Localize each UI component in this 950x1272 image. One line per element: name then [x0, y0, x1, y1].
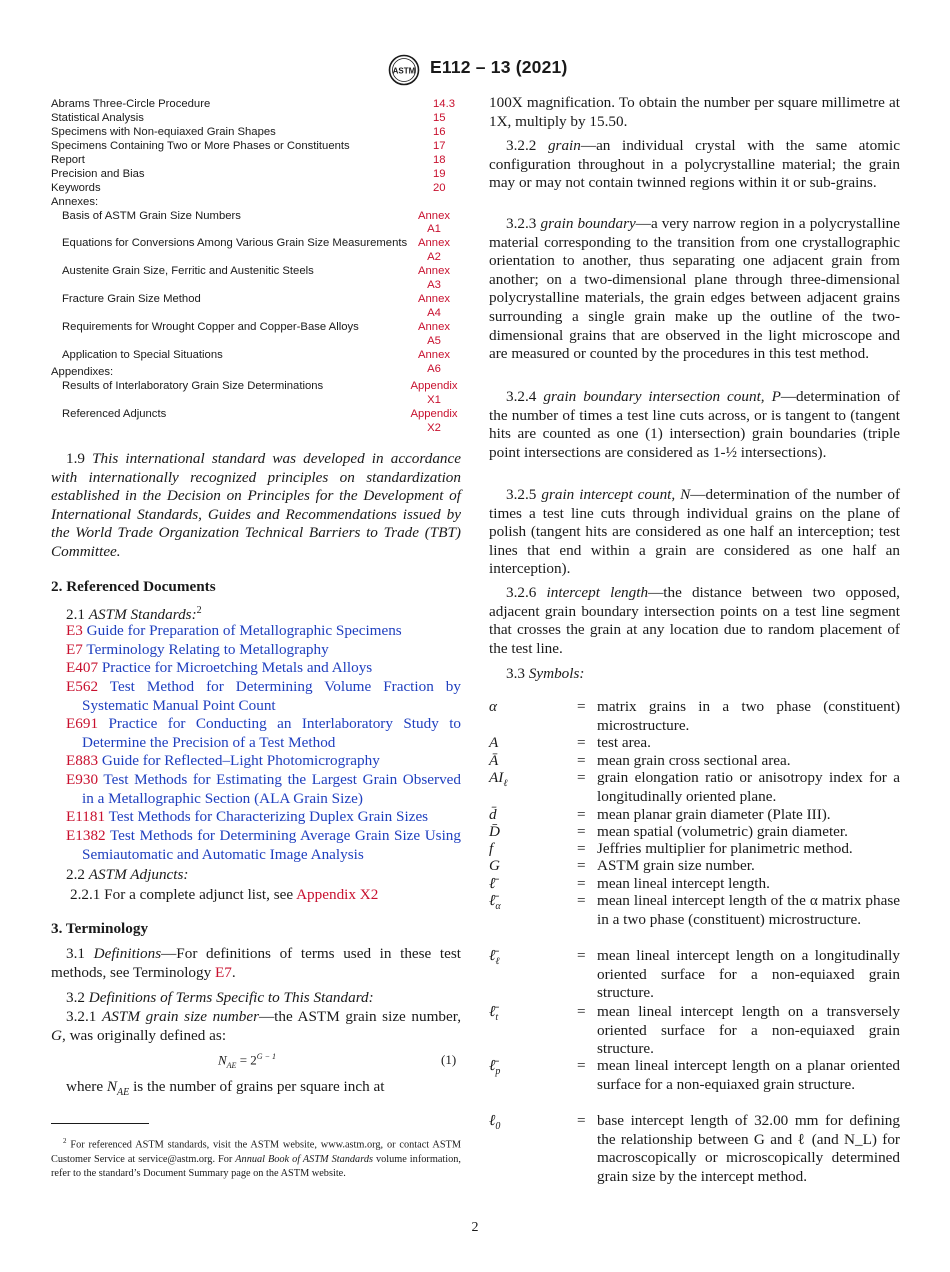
appendix-x2-link[interactable]: Appendix X2 [296, 886, 379, 903]
toc-annexes-label: Annexes: [51, 195, 99, 208]
section-2-heading: 2. Referenced Documents [51, 578, 216, 595]
toc-annex-row: Fracture Grain Size Method Annex A4 [51, 282, 461, 310]
toc-link[interactable]: 18 [433, 153, 446, 166]
toc-link[interactable]: Appendix X2 [410, 407, 458, 434]
reference-item[interactable]: E562 Test Method for Determining Volume Fraction by Systematic Manual Point Count [66, 678, 461, 714]
where-clause: where $N_{AE}$ is the number of grains per square inch at [66, 1078, 385, 1099]
subsection-2-2-1: 2.2.1 For a complete adjunct list, see Appendix X2 [70, 886, 379, 903]
page-number: 2 [471, 1220, 479, 1235]
toc-link[interactable]: Annex A5 [417, 321, 451, 348]
toc-annex-row: Equations for Conversions Among Various Grain Size Measurements Annex A2 [51, 226, 461, 254]
reference-item[interactable]: E930 Test Methods for Estimating the Largest Grain Observed in a Metallographic Section (ALA Grain Size) [66, 771, 462, 807]
reference-item[interactable]: E691 Practice for Conducting an Interlaboratory Study to Determine the Precision of a Test Method [66, 715, 462, 751]
toc-link[interactable]: 14.3 [433, 98, 455, 110]
toc-appendix-row: Results of Interlaboratory Grain Size Determinations Appendix X1 [62, 379, 458, 406]
toc-link[interactable]: Annex A2 [417, 237, 451, 264]
section-1-9: 1.9 This international standard was developed in accordance with internationally recognized principles on standardization established in the Decision on Principles for the Development of International Standards, Guides and Recommendations issued by the World Trade Organization Technical Barriers to Trade (TBT) Committee. [51, 450, 462, 560]
toc-row: Specimens Containing Two or More Phases or Constituents 17 [51, 139, 446, 152]
toc-link[interactable]: 16 [433, 125, 446, 138]
subsection-3-1: 3.1 Definitions—For definitions of terms used in these test methods, see Terminology E7. [51, 945, 462, 981]
reference-item[interactable]: E1181 Test Methods for Characterizing Duplex Grain Sizes [66, 808, 429, 825]
toc-annex-row: Requirements for Wrought Copper and Copper-Base Alloys Annex A5 [51, 310, 461, 338]
subsection-3-2-5: 3.2.5 grain intercept count, N—determination of the number of times a test line cuts through individual grains on the plane of polish (tangent hits are considered as one half an interception; test lines that end within a grain are considered as one half an interception). [489, 486, 900, 578]
subsection-3-2-4: 3.2.4 grain boundary intersection count, P—determination of the number of times a test line cuts across, or is tangent to (tangent hits are counted as one (1) intersection) grain boundaries (triple point intersections are considered as 1-½ intersections). [489, 388, 900, 461]
toc-row: Specimens with Non-equiaxed Grain Shapes 16 [51, 125, 446, 138]
astm-logo-icon [386, 54, 422, 86]
subsection-3-3: 3.3 Symbols: [506, 665, 585, 682]
toc-row: Abrams Three-Circle Procedure 14.3 [51, 98, 455, 110]
equation-number: (1) [441, 1052, 457, 1067]
reference-item[interactable]: E407 Practice for Microetching Metals and Alloys [66, 659, 373, 676]
document-designation: E112 – 13 (2021) [430, 57, 568, 77]
toc-link[interactable]: 15 [433, 111, 446, 124]
subsection-2-2: 2.2 ASTM Adjuncts: [66, 866, 189, 883]
toc-link[interactable]: Annex A3 [417, 265, 451, 292]
subsection-3-2-2: 3.2.2 grain—an individual crystal with the same atomic configuration throughout in a polycrystalline material; the grain may or may not contain twinned regions within it or sub-grains. [489, 137, 900, 192]
toc-link[interactable]: 19 [433, 167, 446, 180]
toc-annex-row: Basis of ASTM Grain Size Numbers Annex A1 [51, 199, 461, 227]
toc-link[interactable]: Appendix X1 [410, 379, 458, 406]
toc-row: Report 18 [51, 153, 446, 166]
toc-link[interactable]: Annex A4 [417, 293, 451, 320]
footnote-divider [51, 1123, 149, 1124]
equation-1: $N_{AE} = 2^{G - 1}$ [218, 1052, 276, 1070]
e7-link[interactable]: E7 [215, 963, 232, 981]
toc-appendix-row: Referenced Adjuncts Appendix X2 [62, 407, 458, 434]
toc-appendixes-label: Appendixes: [51, 365, 114, 378]
continued-text: 100X magnification. To obtain the number per square millimetre at 1X, multiply by 15.50. [489, 94, 900, 130]
footnote: $^2$ For referenced ASTM standards, visit the ASTM website, www.astm.org, or contact ASTM Customer Service at service@astm.org. For Annual Book of ASTM Standards volume information, refer to the standard’s Document Summary page on the ASTM website. [51, 1137, 462, 1179]
toc-row: Statistical Analysis 15 [51, 111, 446, 124]
toc-annex-row: Austenite Grain Size, Ferritic and Austenitic Steels Annex A3 [51, 254, 461, 282]
toc-link[interactable]: Annex A6 [417, 348, 451, 375]
section-3-heading: 3. Terminology [51, 920, 149, 937]
table-of-contents [51, 98, 461, 436]
toc-link[interactable]: 17 [433, 139, 446, 152]
subsection-3-2: 3.2 Definitions of Terms Specific to This Standard: [66, 989, 374, 1006]
toc-row: Keywords 20 [51, 181, 446, 194]
reference-item[interactable]: E3 Guide for Preparation of Metallographic Specimens [66, 622, 402, 639]
page-header [0, 54, 950, 86]
logo-text: ASTM [392, 66, 416, 76]
reference-item[interactable]: E1382 Test Methods for Determining Average Grain Size Using Semiautomatic and Automatic Image Analysis [66, 827, 461, 863]
toc-link[interactable]: 20 [433, 181, 446, 194]
reference-item[interactable]: E883 Guide for Reflected–Light Photomicrography [66, 752, 380, 769]
reference-item[interactable]: E7 Terminology Relating to Metallography [66, 641, 329, 658]
toc-annex-row: Application to Special Situations Annex A6 [51, 338, 461, 366]
subsection-3-2-3: 3.2.3 grain boundary—a very narrow region in a polycrystalline material corresponding to the transition from one crystallographic orientation to another, thus separating one adjacent grain from another; on a two-dimensional plane through three-dimensional polycrystalline materials, the grain edges between adjacent grains surrounding a single grain make up the outline of the two-dimensional grains that are observed in the light microscope and are measured or counted by the procedures in this test method. [489, 215, 901, 363]
subsection-3-2-1: 3.2.1 ASTM grain size number—the ASTM grain size number, G, was originally defined as: [51, 1008, 462, 1044]
subsection-3-2-6: 3.2.6 intercept length—the distance between two opposed, adjacent grain boundary intersection points on a test line segment that crosses the grain at any location due to random placement of the test line. [489, 584, 900, 657]
toc-link[interactable]: Annex A1 [417, 209, 451, 236]
toc-row: Precision and Bias 19 [51, 167, 446, 180]
subsection-2-1: 2.1 ASTM Standards:$^2$ [66, 605, 202, 624]
